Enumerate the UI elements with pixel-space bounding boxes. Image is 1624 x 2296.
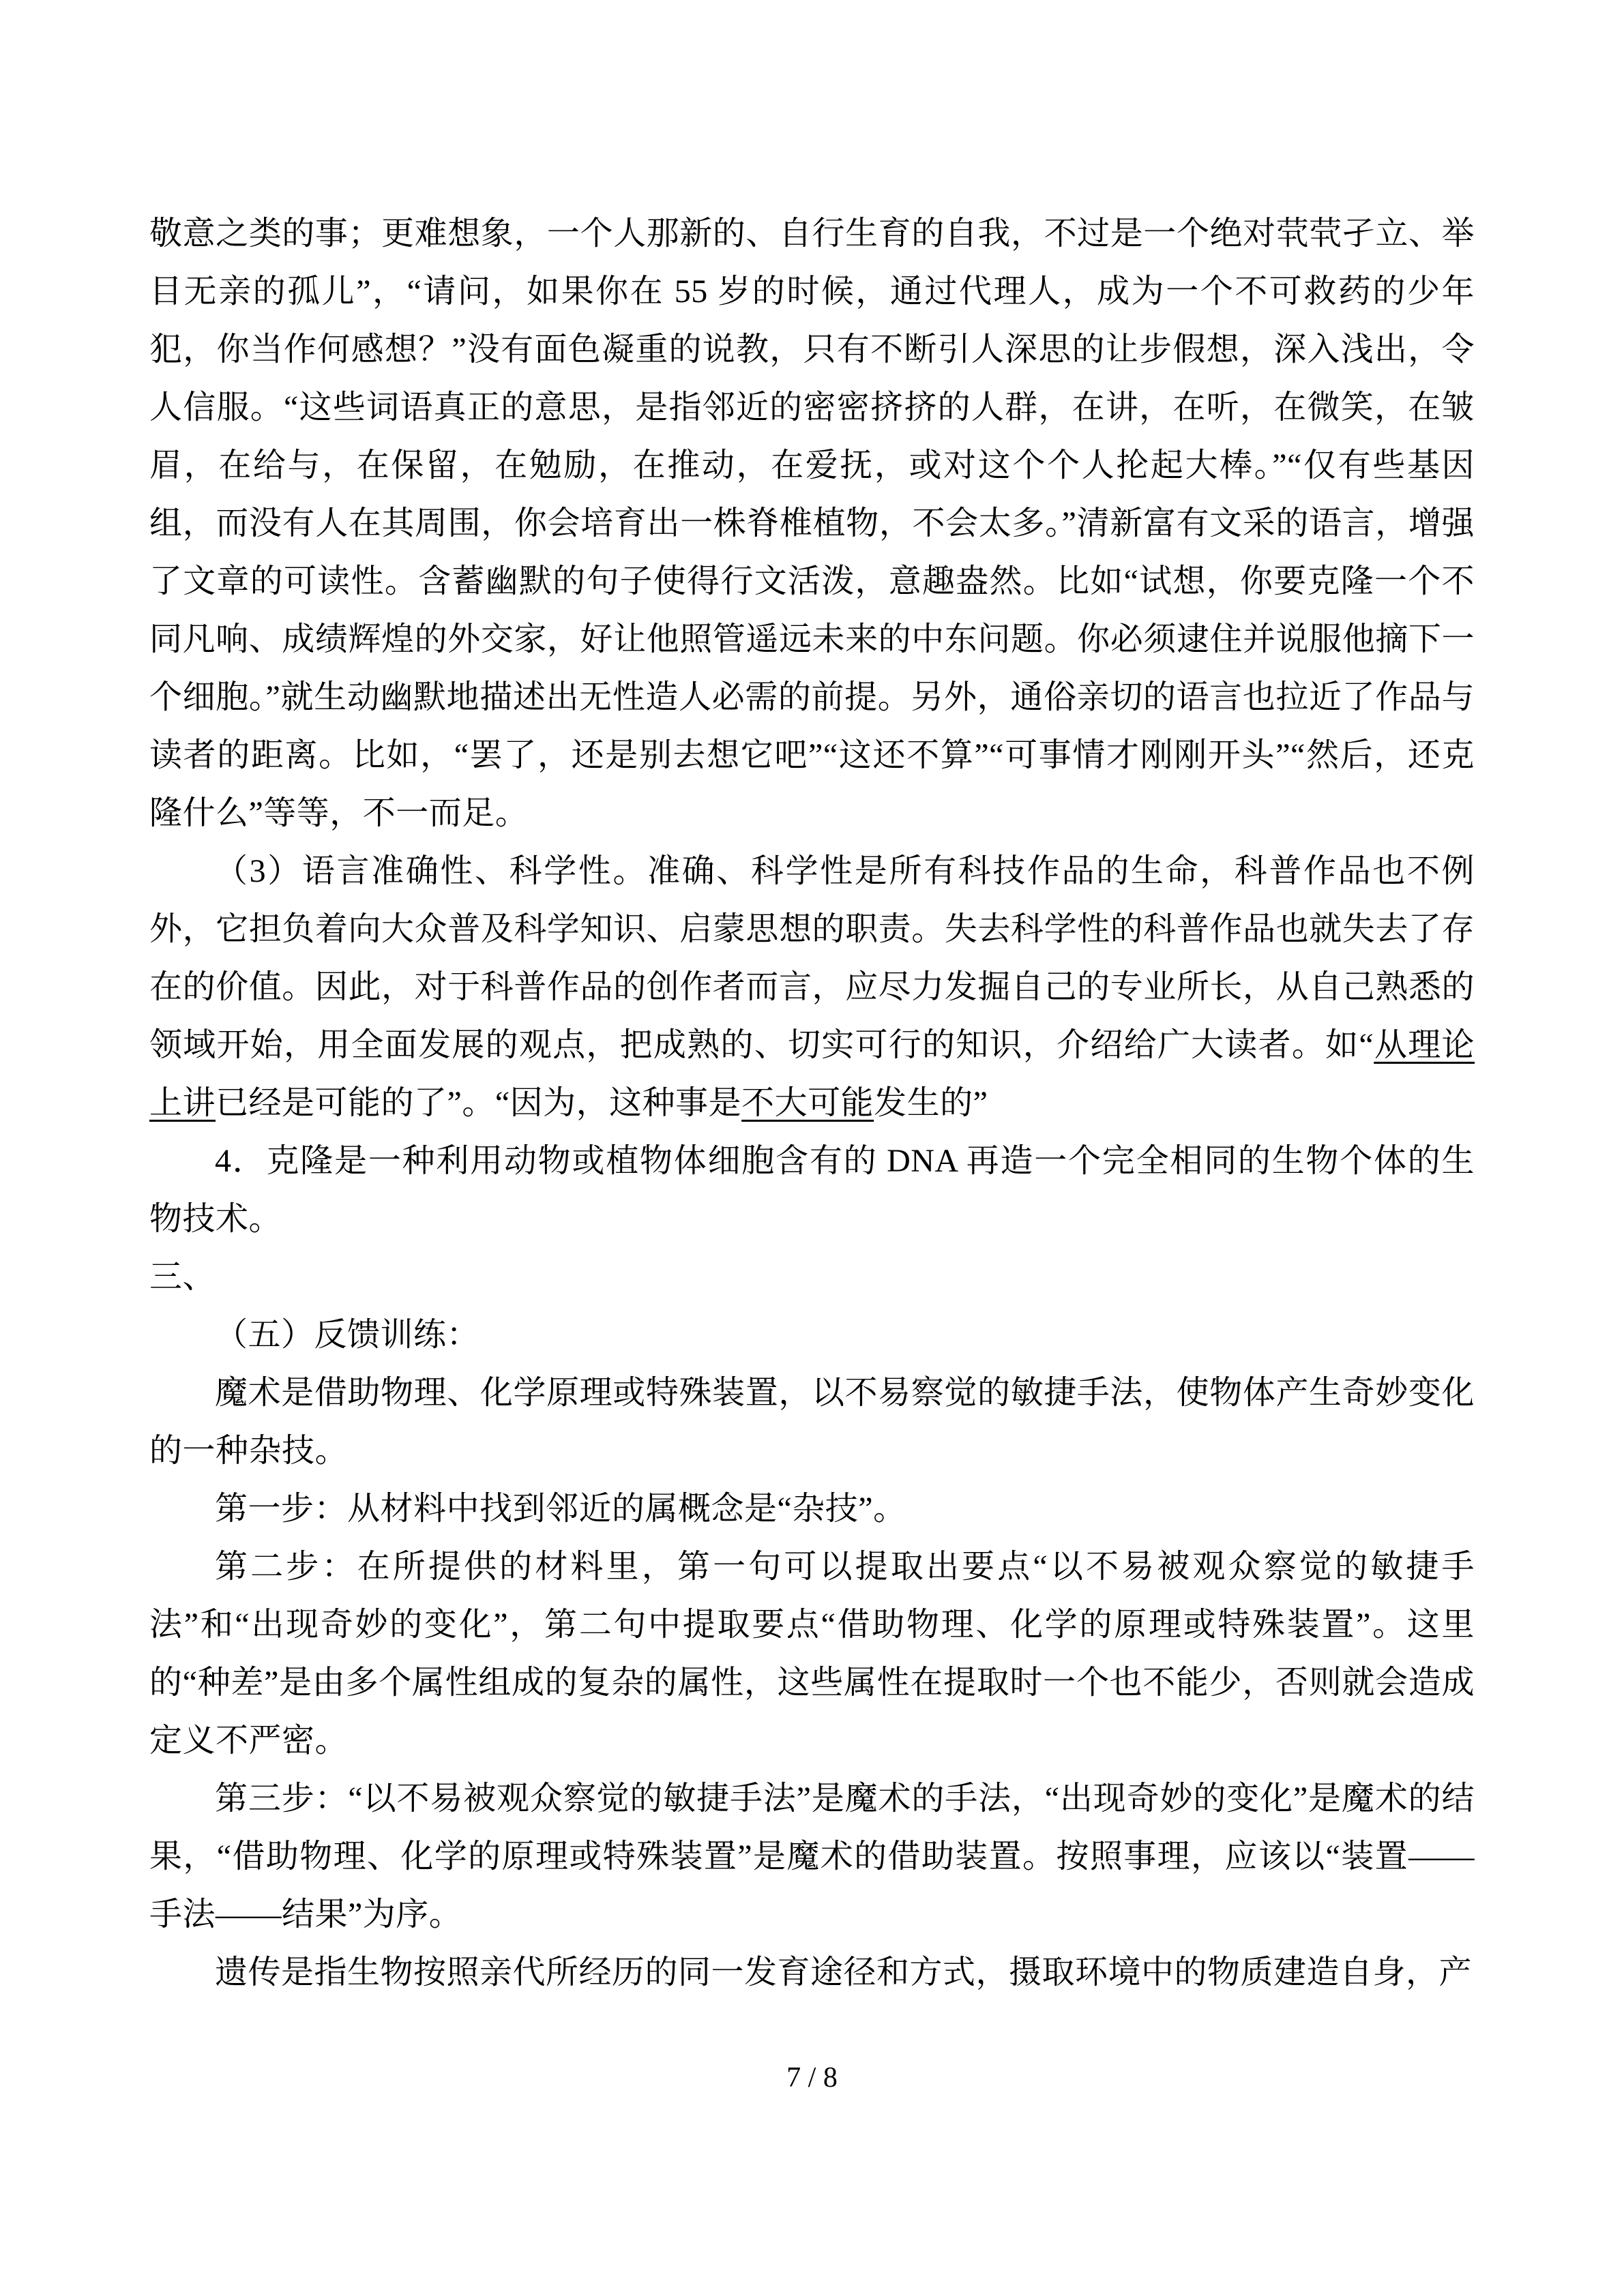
paragraph xyxy=(149,1248,1475,1306)
paragraph xyxy=(149,842,1475,1132)
document-body xyxy=(149,205,1475,2001)
paragraph xyxy=(149,1306,1475,1364)
paragraph xyxy=(149,1364,1475,1480)
text-run: （五）反馈训练： xyxy=(215,1317,480,1353)
paragraph xyxy=(149,1132,1475,1248)
text-run: 第三步：“以不易被观众察觉的敏捷手法”是魔术的手法，“出现奇妙的变化”是魔术的结果，“借助物理、化学的原理或特殊装置”是魔术的借助装置。按照事理，应该以“装置——手法——结果”为序。 xyxy=(149,1780,1475,1933)
paragraph xyxy=(149,1770,1475,1943)
text-run: （3）语言准确性、科学性。准确、科学性是所有科技作品的生命，科普作品也不例外，它担负着向大众普及科学知识、启蒙思想的职责。失去科学性的科普作品也就失去了存在的价值。因此，对于科普作品的创作者而言，应尽力发掘自己的专业所长，从自己熟悉的领域开始，用全面发展的观点，把成熟的、切实可行的知识，介绍给广大读者。如“ xyxy=(149,853,1475,1063)
text-run: 遗传是指生物按照亲代所经历的同一发育途径和方式，摄取环境中的物质建造自身，产 xyxy=(215,1954,1473,1991)
page-footer xyxy=(0,2061,1624,2095)
text-run: 魔术是借助物理、化学原理或特殊装置，以不易察觉的敏捷手法，使物体产生奇妙变化的一种杂技。 xyxy=(149,1375,1475,1469)
underlined-text-run: 从理论上讲 xyxy=(149,1027,1475,1121)
text-run: 第一步：从材料中找到邻近的属概念是“杂技”。 xyxy=(215,1491,906,1527)
text-run: 4．克隆是一种利用动物或植物体细胞含有的 DNA 再造一个完全相同的生物个体的生物技术。 xyxy=(149,1143,1475,1237)
paragraph xyxy=(149,205,1475,842)
text-run: 第二步：在所提供的材料里，第一句可以提取出要点“以不易被观众察觉的敏捷手法”和“出现奇妙的变化”，第二句中提取要点“借助物理、化学的原理或特殊装置”。这里的“种差”是由多个属性组成的复杂的属性，这些属性在提取时一个也不能少，否则就会造成定义不严密。 xyxy=(149,1549,1475,1759)
text-run: 发生的” xyxy=(874,1085,988,1121)
paragraph xyxy=(149,1480,1475,1538)
text-run: 已经是可能的了”。“因为，这种事是 xyxy=(216,1085,742,1121)
text-run: 三、 xyxy=(149,1259,216,1295)
page-number: 7 / 8 xyxy=(786,2062,838,2093)
text-run: 敬意之类的事；更难想象，一个人那新的、自行生育的自我，不过是一个绝对茕茕孑立、举目无亲的孤儿”，“请问，如果你在 55 岁的时候，通过代理人，成为一个不可救药的少年犯，你当作何感想？”没有面色凝重的说教，只有不断引人深思的让步假想，深入浅出，令人信服。“这些词语真正的意思，是指邻近的密密挤挤的人群，在讲，在听，在微笑，在皱眉，在给与，在保留，在勉励，在推动，在爱抚，或对这个个人抡起大棒。”“仅有些基因组，而没有人在其周围，你会培育出一株脊椎植物，不会太多。”清新富有文采的语言，增强了文章的可读性。含蓄幽默的句子使得行文活泼，意趣盎然。比如“试想，你要克隆一个不同凡响、成绩辉煌的外交家，好让他照管遥远未来的中东问题。你必须逮住并说服他摘下一个细胞。”就生动幽默地描述出无性造人必需的前提。另外，通俗亲切的语言也拉近了作品与读者的距离。比如，“罢了，还是别去想它吧”“这还不算”“可事情才刚刚开头”“然后，还克隆什么”等等，不一而足。 xyxy=(149,215,1475,831)
paragraph xyxy=(149,1538,1475,1770)
underlined-text-run: 不大可能 xyxy=(741,1085,874,1121)
paragraph xyxy=(149,1943,1475,2001)
